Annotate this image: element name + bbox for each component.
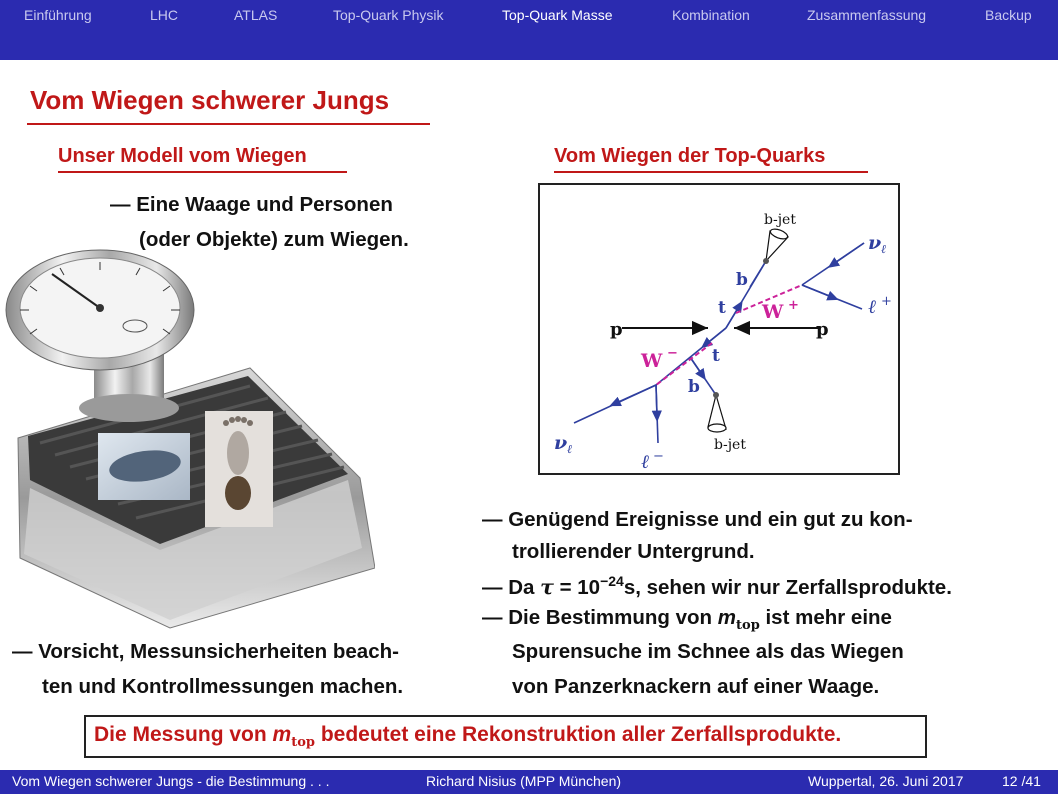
label-w-plus-sup: +	[788, 298, 799, 313]
nav-item-top-quark-physik[interactable]: Top-Quark Physik	[333, 7, 444, 23]
title-underline	[27, 123, 430, 125]
bathroom-scale-illustration	[0, 248, 375, 638]
label-w-minus: W	[641, 350, 663, 372]
right-heading: Vom Wiegen der Top-Quarks	[554, 145, 826, 167]
right-bullet-3-prefix: — Die Bestimmung von	[482, 606, 718, 629]
b-jet-cone-lower	[708, 392, 726, 432]
conclusion-suffix: bedeutet eine Rekonstruktion aller Zerfallsprodukte.	[314, 723, 842, 746]
nav-item-lhc[interactable]: LHC	[150, 7, 179, 23]
slide-title: Vom Wiegen schwerer Jungs	[30, 85, 390, 115]
nav-item-top-quark-masse[interactable]: Top-Quark Masse	[502, 7, 613, 23]
right-heading-underline	[554, 171, 868, 173]
footer-bar	[0, 770, 1058, 794]
b-quark-upper-line	[750, 261, 766, 287]
label-nu-lower: ν	[554, 432, 568, 454]
conclusion-m-symbol: m	[272, 723, 292, 746]
label-l-minus-sup: −	[653, 449, 664, 464]
label-w-plus: W	[762, 301, 784, 323]
nav-item-kombination[interactable]: Kombination	[672, 7, 750, 23]
conclusion-prefix: Die Messung von	[94, 723, 273, 746]
left-bullet-1-line-1: — Eine Waage und Personen	[110, 193, 393, 216]
right-bullet-3-suffix: ist mehr eine	[759, 606, 892, 629]
left-heading-underline	[58, 171, 347, 173]
label-w-minus-sup: −	[667, 346, 678, 361]
footer-talk-title: Vom Wiegen schwerer Jungs - die Bestimmung . . .	[12, 773, 330, 789]
nav-item-zusammenfassung[interactable]: Zusammenfassung	[807, 7, 927, 23]
right-bullet-2	[482, 573, 952, 600]
nav-item-atlas[interactable]: ATLAS	[234, 7, 278, 23]
label-b-jet-upper: b-jet	[764, 212, 796, 228]
label-l-minus: ℓ	[641, 451, 649, 473]
label-b-upper: b	[736, 270, 748, 290]
left-bullet-2-line-1: — Vorsicht, Messunsicherheiten beach-	[12, 640, 399, 663]
nav-item-einfuehrung[interactable]: Einführung	[24, 7, 92, 23]
label-p-left: p	[610, 319, 623, 340]
right-bullet-2-suffix: s, sehen wir nur Zerfallsprodukte.	[623, 575, 952, 599]
b-jet-cone-upper	[763, 227, 789, 264]
m-symbol: m	[717, 606, 737, 629]
label-nu-lower-sub: ℓ	[567, 442, 572, 456]
label-b-jet-lower: b-jet	[714, 437, 746, 453]
right-bullet-2-exponent: −24	[600, 573, 624, 589]
w-minus-line	[656, 343, 712, 385]
tau-symbol: τ	[540, 574, 554, 599]
right-bullet-3-line-3: von Panzerknackern auf einer Waage.	[512, 675, 880, 698]
left-bullet-2-line-2: ten und Kontrollmessungen machen.	[42, 675, 404, 698]
right-bullet-3-line-1	[482, 606, 892, 633]
label-nu-upper-sub: ℓ	[881, 242, 886, 256]
feynman-diagram	[538, 183, 900, 475]
right-bullet-1-line-1: — Genügend Ereignisse und ein gut zu kon-	[482, 508, 913, 531]
right-bullet-2-prefix: — Da	[482, 575, 541, 599]
label-l-plus-sup: +	[881, 294, 892, 309]
label-t-upper: t	[718, 298, 726, 318]
footer-place-date: Wuppertal, 26. Juni 2017	[808, 773, 964, 789]
label-nu-upper: ν	[868, 232, 882, 254]
right-bullet-3-line-2: Spurensuche im Schnee als das Wiegen	[512, 640, 904, 663]
label-l-plus: ℓ	[868, 296, 876, 318]
footer-page-number: 12 /41	[1002, 773, 1041, 789]
label-t-lower: t	[712, 346, 720, 366]
conclusion-box	[84, 715, 927, 758]
left-bullet-1-line-2: (oder Objekte) zum Wiegen.	[139, 228, 409, 251]
right-bullet-2-eq: = 10	[553, 575, 601, 599]
left-heading: Unser Modell vom Wiegen	[58, 145, 307, 167]
conclusion-m-subscript: top	[291, 735, 315, 750]
nav-item-backup[interactable]: Backup	[985, 7, 1032, 23]
right-bullet-1-line-2: trollierender Untergrund.	[512, 540, 755, 563]
conclusion-text	[94, 723, 842, 750]
top-navigation-bar	[0, 0, 1058, 60]
footer-author: Richard Nisius (MPP München)	[426, 773, 622, 789]
m-top-subscript: top	[736, 618, 760, 633]
label-p-right: p	[816, 319, 829, 340]
label-b-lower: b	[688, 377, 700, 397]
